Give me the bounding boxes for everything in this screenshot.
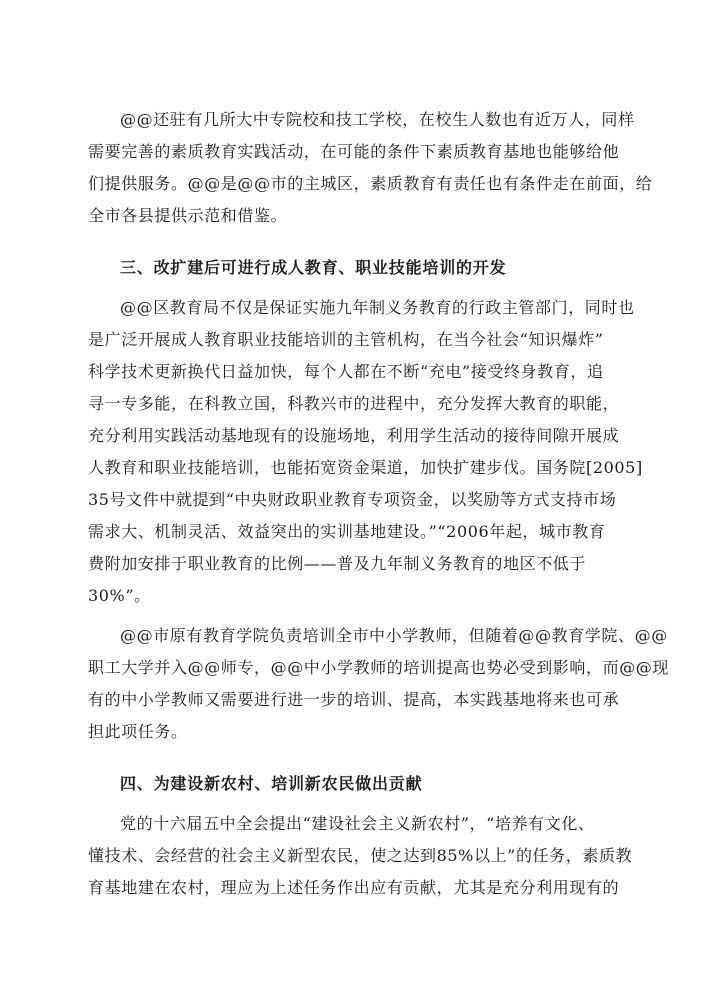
paragraph-line: 人教育和职业技能培训，也能拓宽资金渠道，加快扩建步伐。国务院[2005] [88, 458, 643, 477]
section-heading: 三、改扩建后可进行成人教育、职业技能培训的开发 [120, 258, 507, 277]
paragraph-line: 需要完善的素质教育实践活动，在可能的条件下素质教育基地也能够给他 [88, 142, 620, 161]
paragraph-line: 科学技术更新换代日益加快，每个人都在不断“充电”接受终身教育，追 [88, 362, 604, 381]
paragraph-line: 费附加安排于职业教育的比例——普及九年制义务教育的地区不低于 [88, 554, 587, 573]
paragraph-line: 职工大学并入@@师专，@@中小学教师的培训提高也势必受到影响，而@@现 [88, 658, 670, 677]
paragraph-line: @@还驻有几所大中专院校和技工学校，在校生人数也有近万人，同样 [120, 110, 635, 129]
paragraph-line: 全市各县提供示范和借鉴。 [88, 206, 288, 225]
paragraph-line: 党的十六届五中全会提出“建设社会主义新农村”，“培养有文化、 [120, 814, 595, 833]
paragraph-line: @@市原有教育学院负责培训全市中小学教师，但随着@@教育学院、@@ [120, 626, 668, 645]
paragraph-line: 是广泛开展成人教育职业技能培训的主管机构，在当今社会“知识爆炸” [88, 330, 604, 349]
paragraph-line: 30%”。 [88, 586, 151, 605]
paragraph-line: 35号文件中就提到“中央财政职业教育专项资金，以奖励等方式支持市场 [88, 490, 617, 509]
paragraph-line: 充分利用实践活动基地现有的设施场地，利用学生活动的接待间隙开展成 [88, 426, 620, 445]
paragraph-line: 需求大、机制灵活、效益突出的实训基地建设。”“2006年起，城市教育 [88, 522, 606, 541]
paragraph-line: 懂技术、会经营的社会主义新型农民，使之达到85%以上”的任务，素质教 [88, 846, 633, 865]
paragraph-line: 寻一专多能，在科教立国，科教兴市的进程中，充分发挥大教育的职能， [88, 394, 620, 413]
paragraph-line: @@区教育局不仅是保证实施九年制义务教育的行政主管部门，同时也 [120, 298, 635, 317]
paragraph-line: 们提供服务。@@是@@市的主城区，素质教育有责任也有条件走在前面，给 [88, 174, 653, 193]
paragraph-line: 有的中小学教师又需要进行进一步的培训、提高，本实践基地将来也可承 [88, 690, 620, 709]
section-heading: 四、为建设新农村、培训新农民做出贡献 [120, 774, 423, 793]
paragraph-line: 育基地建在农村，理应为上述任务作出应有贡献，尤其是充分利用现有的 [88, 878, 620, 897]
paragraph-line: 担此项任务。 [88, 722, 188, 741]
